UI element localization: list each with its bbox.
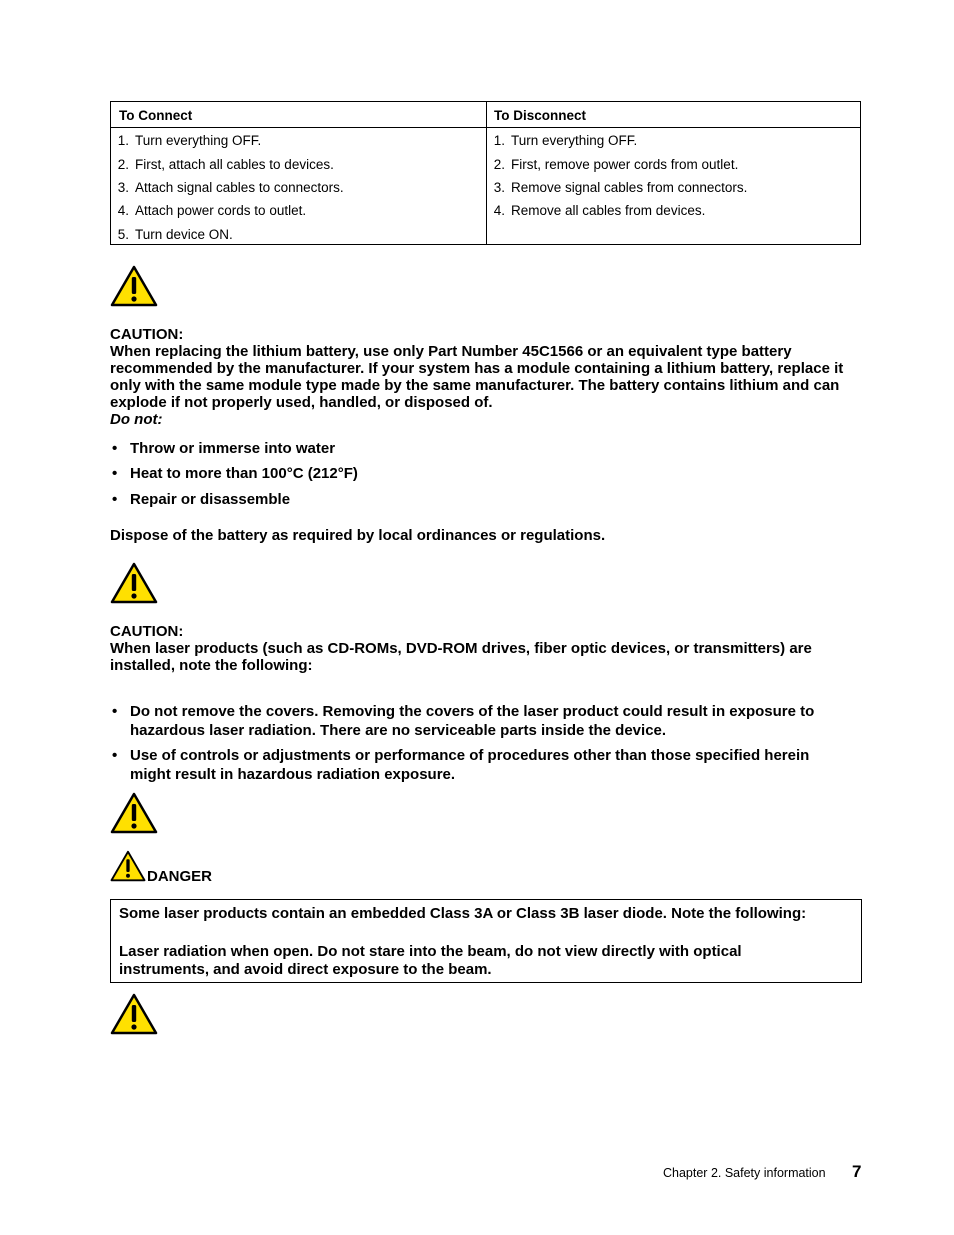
bullet-dot: • xyxy=(112,703,118,720)
bullet-dot: • xyxy=(112,440,118,457)
disconnect-step: 2. First, remove power cords from outlet. xyxy=(493,157,739,172)
disconnect-step: 3. Remove signal cables from connectors. xyxy=(493,180,748,195)
column-divider xyxy=(486,102,487,244)
to-disconnect-header: To Disconnect xyxy=(494,108,587,123)
connect-step: 4. Attach power cords to outlet. xyxy=(117,203,307,218)
connect-step: 2. First, attach all cables to devices. xyxy=(117,157,334,172)
warning-triangle-icon xyxy=(110,562,158,604)
connect-step: 1. Turn everything OFF. xyxy=(117,133,262,148)
connect-step: 5. Turn device ON. xyxy=(117,227,233,242)
disconnect-step: 4. Remove all cables from devices. xyxy=(493,203,706,218)
battery-caution-text: When replacing the lithium battery, use only Part Number 45C1566 or an equivalent type battery recommended by the manufacturer. If your system has a module containing a lithium battery, replace it only with the same module type made by the same manufacturer. The battery contains lithium and can explode if not properly used, handled, or disposed of. xyxy=(110,343,844,411)
bullet-dot: • xyxy=(112,747,118,764)
page-number: 7 xyxy=(852,1162,862,1181)
warning-triangle-icon xyxy=(110,792,158,834)
warning-triangle-icon xyxy=(110,850,146,882)
danger-line-2: Laser radiation when open. Do not stare into the beam, do not view directly with optical instruments, and avoid direct exposure to the beam. xyxy=(119,943,742,978)
danger-line-1: Some laser products contain an embedded Class 3A or Class 3B laser diode. Note the following: xyxy=(119,905,807,922)
connect-disconnect-table xyxy=(110,101,861,245)
danger-box xyxy=(110,899,862,983)
warning-triangle-icon xyxy=(110,993,158,1035)
do-not-label: Do not: xyxy=(110,411,163,428)
disconnect-step: 1. Turn everything OFF. xyxy=(493,133,638,148)
battery-caution-heading: CAUTION: xyxy=(110,326,184,343)
connect-step: 3. Attach signal cables to connectors. xyxy=(117,180,344,195)
to-connect-header: To Connect xyxy=(119,108,193,123)
danger-label: DANGER xyxy=(147,868,213,885)
laser-caution-text: When laser products (such as CD-ROMs, DVD-ROM drives, fiber optic devices, or transmitters) are installed, note the following: xyxy=(110,640,812,674)
footer-chapter: Chapter 2. Safety information xyxy=(663,1166,826,1180)
bullet-dot: • xyxy=(112,491,118,508)
warning-triangle-icon xyxy=(110,265,158,307)
bullet-dot: • xyxy=(112,465,118,482)
dispose-text: Dispose of the battery as required by local ordinances or regulations. xyxy=(110,527,606,544)
laser-caution-heading: CAUTION: xyxy=(110,623,184,640)
